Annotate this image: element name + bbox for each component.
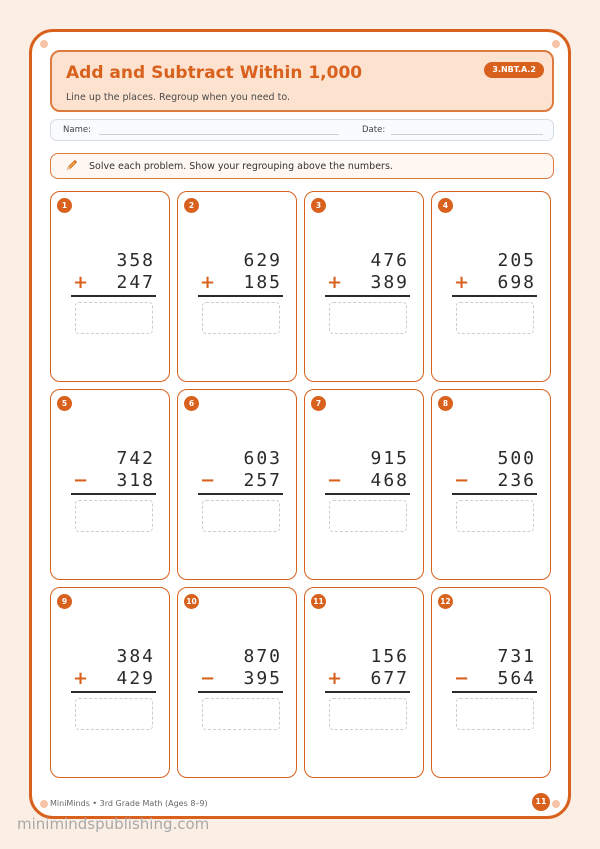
answer-box[interactable] (202, 500, 280, 532)
operator-sign: − (454, 470, 470, 491)
answer-rule (452, 493, 537, 495)
name-line[interactable] (99, 134, 339, 135)
footer-text: MiniMinds • 3rd Grade Math (Ages 8–9) (50, 799, 208, 808)
top-number: 629 (243, 250, 282, 271)
answer-rule (71, 493, 156, 495)
problem-number-badge: 11 (311, 594, 326, 609)
answer-rule (198, 295, 283, 297)
operator-sign: + (327, 668, 343, 689)
problem-number-badge: 10 (184, 594, 199, 609)
instructions-bar (50, 153, 554, 179)
answer-box[interactable] (456, 500, 534, 532)
bottom-number: 389 (370, 272, 409, 293)
operator-sign: − (200, 668, 216, 689)
problem-number-badge: 7 (311, 396, 326, 411)
page-number: 11 (532, 793, 550, 811)
operator-sign: − (327, 470, 343, 491)
answer-box[interactable] (329, 500, 407, 532)
corner-dot (552, 800, 560, 808)
answer-box[interactable] (202, 302, 280, 334)
bottom-number: 468 (370, 470, 409, 491)
problem-number-badge: 5 (57, 396, 72, 411)
problem-number-badge: 1 (57, 198, 72, 213)
corner-dot (552, 40, 560, 48)
problem-number-badge: 2 (184, 198, 199, 213)
top-number: 500 (497, 448, 536, 469)
instructions-text: Solve each problem. Show your regrouping above the numbers. (89, 161, 393, 172)
answer-rule (198, 493, 283, 495)
date-line[interactable] (391, 134, 543, 135)
bottom-number: 677 (370, 668, 409, 689)
top-number: 384 (116, 646, 155, 667)
standard-badge: 3.NBT.A.2 (484, 62, 544, 78)
top-number: 742 (116, 448, 155, 469)
watermark: minimindspublishing.com (17, 815, 210, 833)
operator-sign: + (73, 272, 89, 293)
operator-sign: + (327, 272, 343, 293)
problem-number-badge: 12 (438, 594, 453, 609)
problem-card (304, 389, 424, 580)
operator-sign: + (200, 272, 216, 293)
problem-card (177, 389, 297, 580)
answer-rule (325, 691, 410, 693)
name-label: Name: (63, 125, 91, 135)
answer-rule (71, 691, 156, 693)
answer-box[interactable] (456, 302, 534, 334)
answer-box[interactable] (329, 302, 407, 334)
bottom-number: 257 (243, 470, 282, 491)
problem-card (431, 191, 551, 382)
top-number: 731 (497, 646, 536, 667)
page-title: Add and Subtract Within 1,000 (66, 63, 363, 83)
bottom-number: 429 (116, 668, 155, 689)
corner-dot (40, 800, 48, 808)
problem-card (50, 587, 170, 778)
problem-card (431, 389, 551, 580)
answer-rule (198, 691, 283, 693)
problem-number-badge: 6 (184, 396, 199, 411)
problem-card (304, 587, 424, 778)
bottom-number: 185 (243, 272, 282, 293)
answer-box[interactable] (329, 698, 407, 730)
top-number: 156 (370, 646, 409, 667)
problem-card (304, 191, 424, 382)
pencil-icon (65, 158, 79, 172)
operator-sign: + (454, 272, 470, 293)
operator-sign: + (73, 668, 89, 689)
top-number: 603 (243, 448, 282, 469)
corner-dot (40, 40, 48, 48)
bottom-number: 247 (116, 272, 155, 293)
top-number: 476 (370, 250, 409, 271)
answer-rule (452, 295, 537, 297)
answer-rule (325, 493, 410, 495)
answer-box[interactable] (202, 698, 280, 730)
bottom-number: 236 (497, 470, 536, 491)
operator-sign: − (73, 470, 89, 491)
answer-rule (325, 295, 410, 297)
problem-card (177, 587, 297, 778)
problem-number-badge: 9 (57, 594, 72, 609)
answer-rule (71, 295, 156, 297)
answer-box[interactable] (75, 500, 153, 532)
page-subtitle: Line up the places. Regroup when you need to. (66, 92, 290, 103)
bottom-number: 318 (116, 470, 155, 491)
date-label: Date: (362, 125, 386, 135)
answer-box[interactable] (75, 302, 153, 334)
answer-box[interactable] (456, 698, 534, 730)
problem-number-badge: 3 (311, 198, 326, 213)
problem-card (50, 191, 170, 382)
problem-card (431, 587, 551, 778)
problem-card (50, 389, 170, 580)
name-date-bar (50, 119, 554, 141)
top-number: 358 (116, 250, 155, 271)
bottom-number: 395 (243, 668, 282, 689)
worksheet-header (50, 50, 554, 112)
problem-card (177, 191, 297, 382)
answer-box[interactable] (75, 698, 153, 730)
problem-number-badge: 4 (438, 198, 453, 213)
top-number: 915 (370, 448, 409, 469)
operator-sign: − (200, 470, 216, 491)
worksheet-sheet (29, 29, 571, 819)
bottom-number: 698 (497, 272, 536, 293)
problem-number-badge: 8 (438, 396, 453, 411)
bottom-number: 564 (497, 668, 536, 689)
answer-rule (452, 691, 537, 693)
operator-sign: − (454, 668, 470, 689)
top-number: 205 (497, 250, 536, 271)
top-number: 870 (243, 646, 282, 667)
